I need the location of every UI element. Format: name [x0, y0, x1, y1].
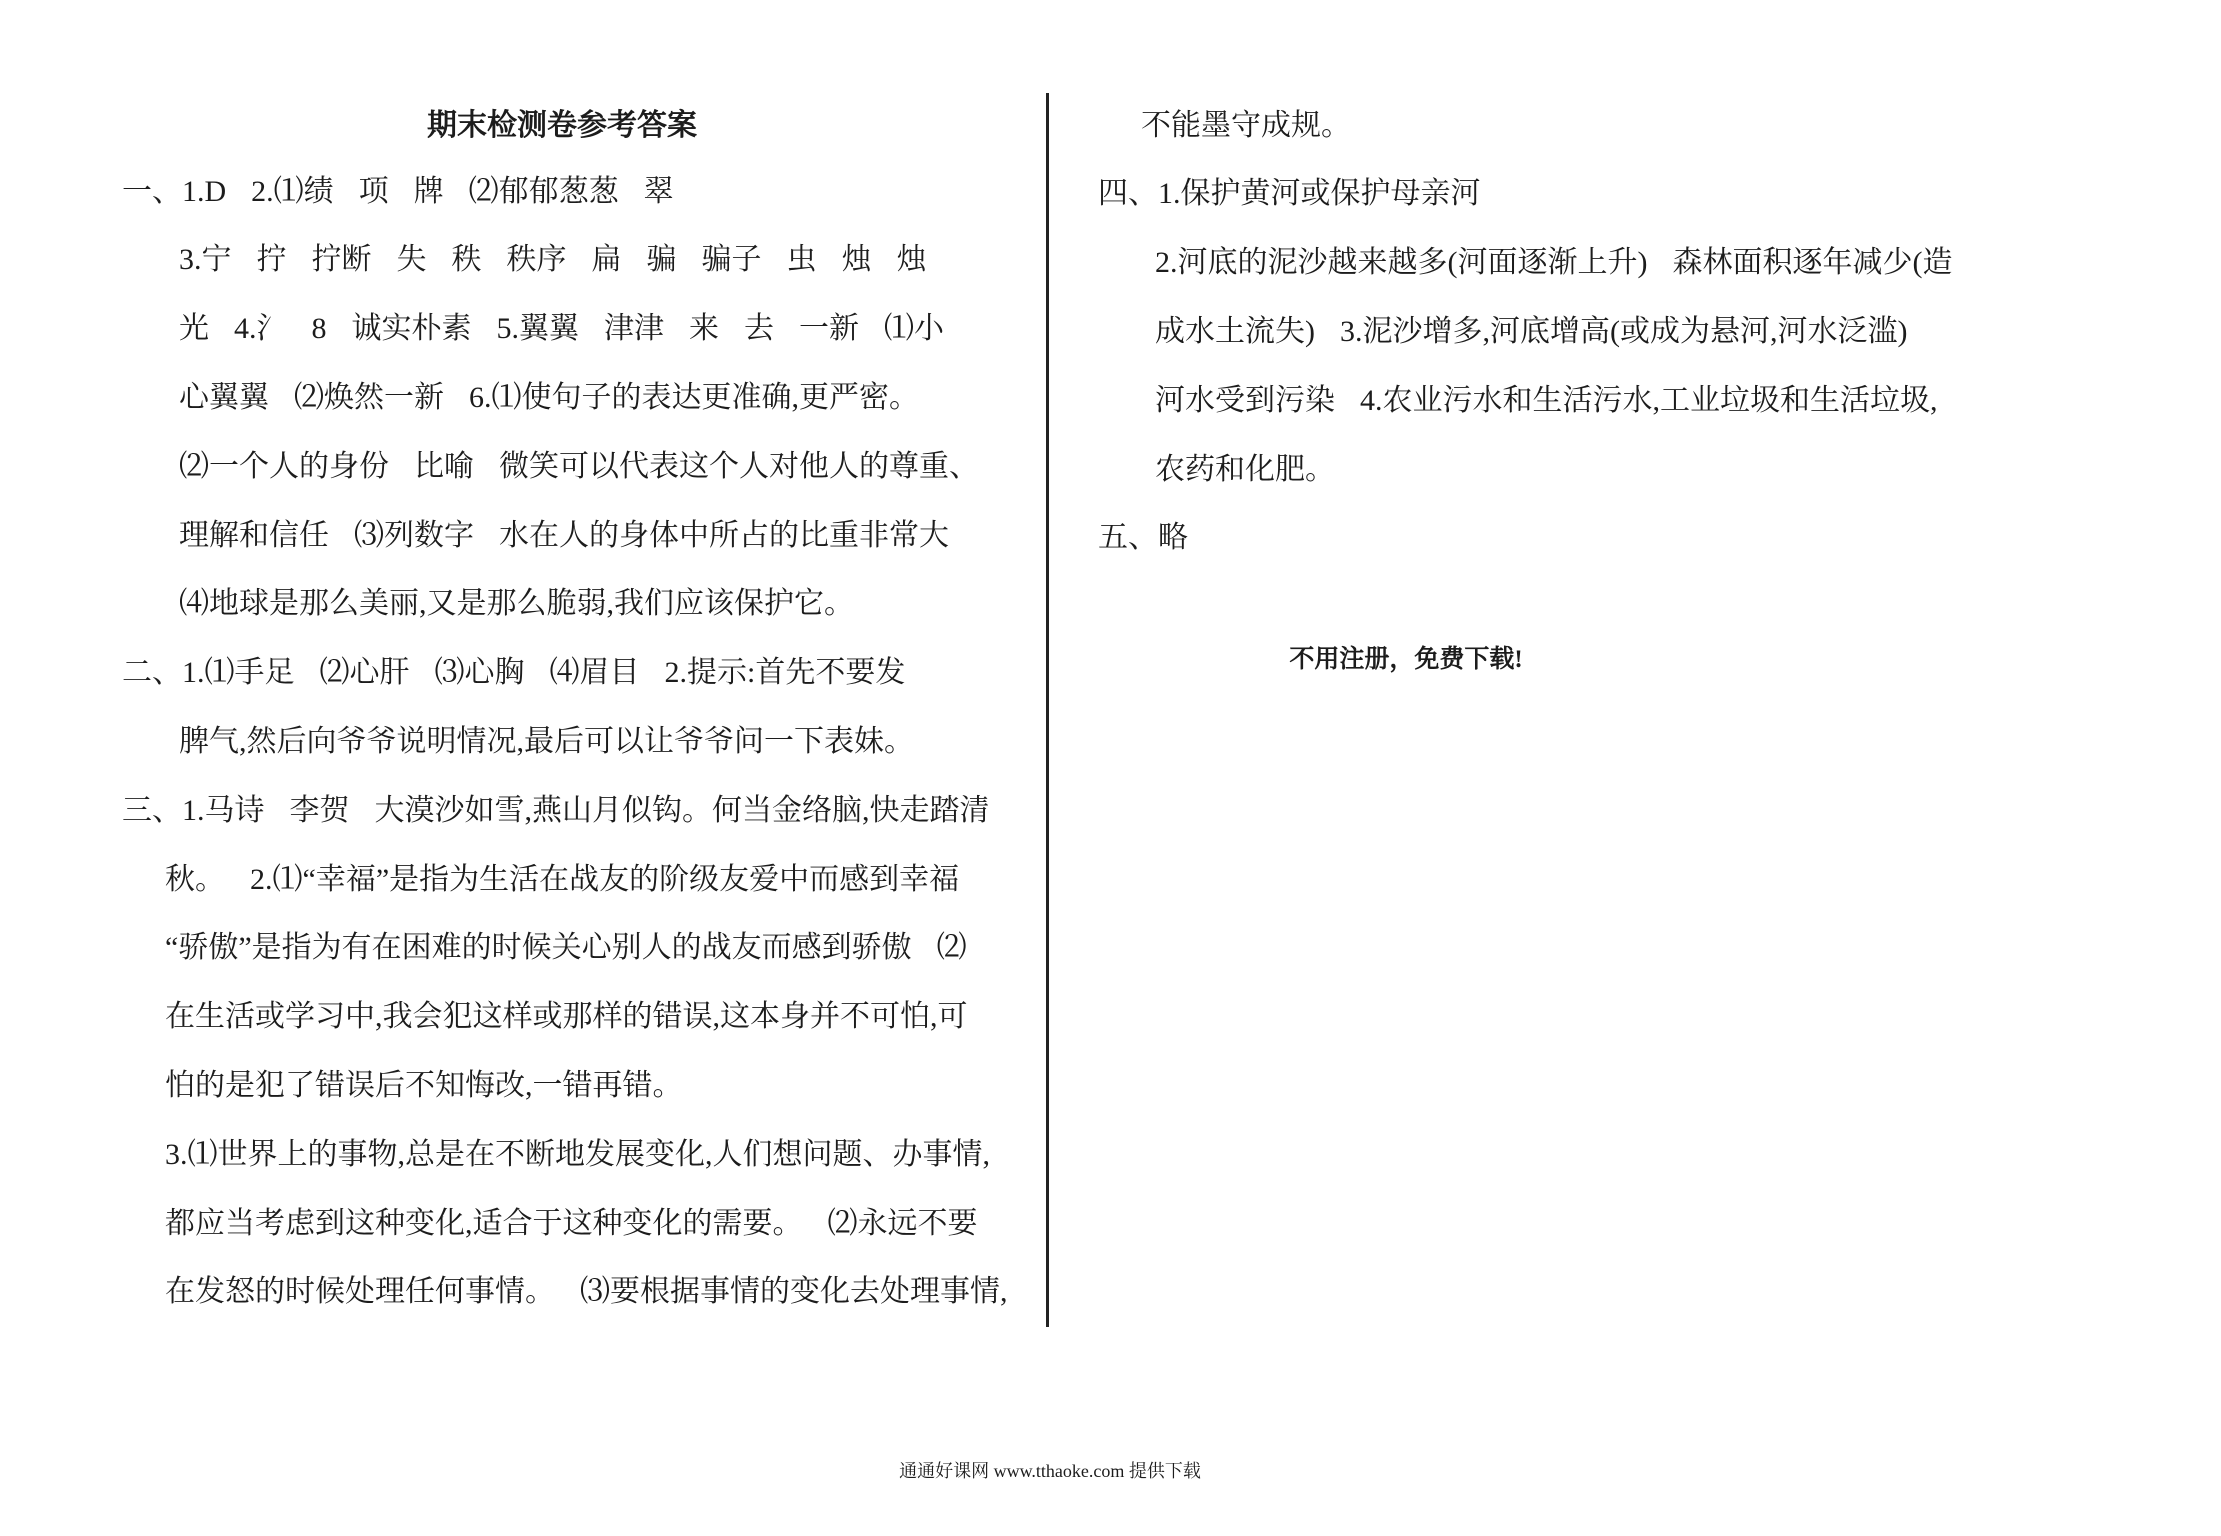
answer-line: 三、1.马诗 李贺 大漠沙如雪,燕山月似钩。何当金络脑,快走踏清 [122, 793, 990, 827]
answer-line: 都应当考虑到这种变化,适合于这种变化的需要。 ⑵永远不要 [165, 1206, 978, 1240]
answer-line: 二、1.⑴手足 ⑵心肝 ⑶心胸 ⑷眉目 2.提示:首先不要发 [122, 656, 906, 690]
answer-line: 心翼翼 ⑵焕然一新 6.⑴使句子的表达更准确,更严密。 [179, 380, 919, 414]
answer-line: 2.河底的泥沙越来越多(河面逐渐上升) 森林面积逐年减少(造 [1155, 246, 1953, 280]
left-column [0, 158, 1040, 1338]
answer-line: 四、1.保护黄河或保护母亲河 [1098, 177, 1481, 211]
page-footer: 通通好课网 www.tthaoke.com 提供下载 [899, 1461, 1201, 1481]
answer-line: 3.宁 拧 拧断 失 秩 秩序 扁 骗 骗子 虫 烛 烛 [179, 243, 927, 277]
answer-line: ⑷地球是那么美丽,又是那么脆弱,我们应该保护它。 [179, 587, 854, 621]
answer-line: 农药和化肥。 [1155, 452, 1335, 486]
answer-line: 一、1.D 2.⑴绩 项 牌 ⑵郁郁葱葱 翠 [122, 174, 674, 208]
answer-line: 在生活或学习中,我会犯这样或那样的错误,这本身并不可怕,可 [165, 1000, 968, 1034]
answer-line: 秋。 2.⑴“幸福”是指为生活在战友的阶级友爱中而感到幸福 [165, 862, 960, 896]
answer-line: ⑵一个人的身份 比喻 微笑可以代表这个人对他人的尊重、 [179, 449, 979, 483]
right-column [1060, 92, 2200, 612]
answer-line: 河水受到污染 4.农业污水和生活污水,工业垃圾和生活垃圾, [1155, 383, 1938, 417]
answer-line: 成水土流失) 3.泥沙增多,河底增高(或成为悬河,河水泛滥) [1155, 314, 1908, 348]
answer-line: 不能墨守成规。 [1141, 108, 1351, 142]
answer-line: 脾气,然后向爷爷说明情况,最后可以让爷爷问一下表妹。 [179, 724, 914, 758]
page-title: 期末检测卷参考答案 [427, 109, 697, 142]
column-divider [1046, 93, 1049, 1327]
answer-line: 在发怒的时候处理任何事情。 ⑶要根据事情的变化去处理事情, [165, 1275, 1008, 1309]
answer-line: 理解和信任 ⑶列数字 水在人的身体中所占的比重非常大 [179, 518, 949, 552]
answer-line: “骄傲”是指为有在困难的时候关心别人的战友而感到骄傲 ⑵ [165, 931, 967, 965]
answer-line: 五、略 [1098, 521, 1188, 555]
answer-line: 怕的是犯了错误后不知悔改,一错再错。 [165, 1068, 683, 1102]
answer-line: 光 4.氵 8 诚实朴素 5.翼翼 津津 来 去 一新 ⑴小 [179, 312, 944, 346]
answer-line: 3.⑴世界上的事物,总是在不断地发展变化,人们想问题、办事情, [165, 1137, 990, 1171]
download-notice: 不用注册，免费下载! [1289, 646, 1523, 673]
